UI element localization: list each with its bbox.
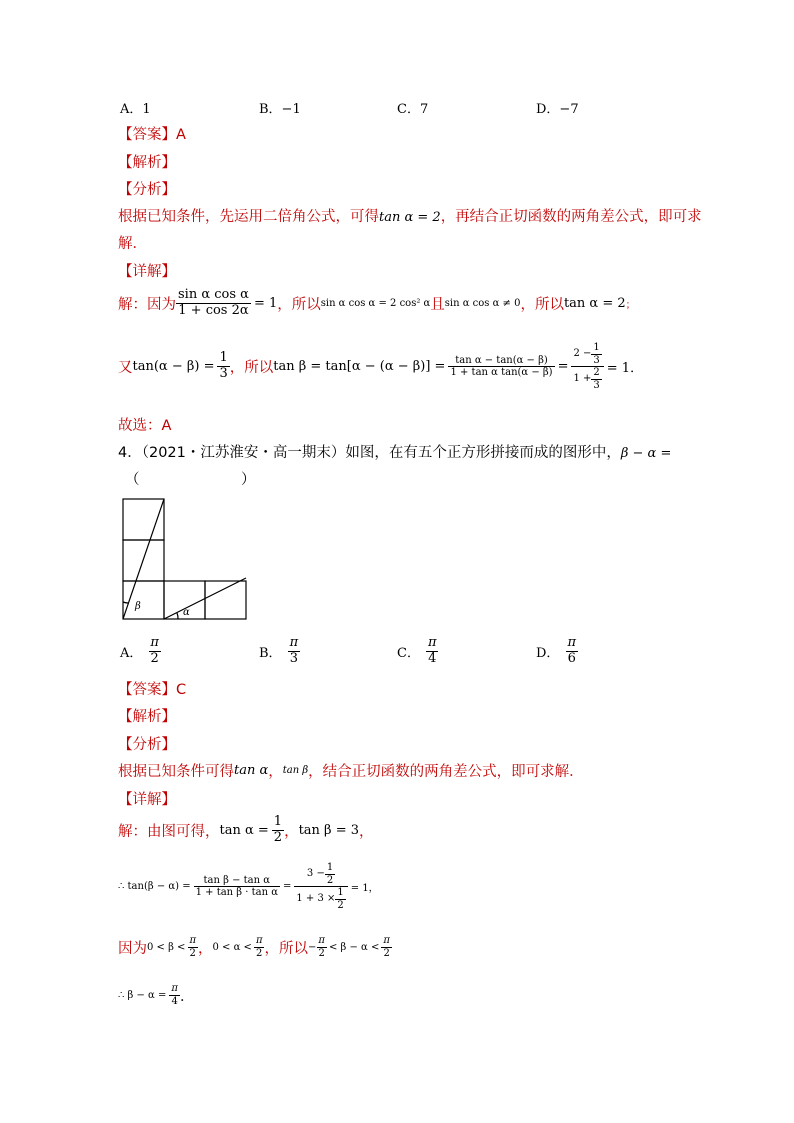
option-letter: B． [259, 645, 282, 661]
q3-choose [118, 414, 171, 435]
denominator: 2 [337, 899, 344, 911]
fraction [426, 636, 439, 667]
numerator: 1 [337, 887, 344, 898]
q4-answer [118, 678, 186, 699]
text: ， [359, 823, 374, 840]
text: ， [284, 823, 299, 840]
text: ，所以 [264, 940, 309, 957]
q4-solution-line2 [118, 862, 379, 911]
label-alpha: α [183, 607, 190, 618]
q4-solution-line3 [118, 935, 392, 959]
square-right-2 [205, 581, 246, 619]
square-top [123, 499, 164, 540]
text: 故选： [118, 418, 162, 434]
compound-fraction [571, 342, 603, 391]
fraction [272, 815, 284, 846]
math: 3 − [306, 868, 325, 880]
text: ，所以 [520, 296, 564, 313]
fraction [381, 935, 392, 959]
denominator: 3 [219, 366, 228, 381]
numerator: 2 [593, 367, 600, 378]
numerator: π [150, 635, 159, 650]
denominator: 3 [593, 379, 600, 391]
math: tan α = 2 [563, 295, 626, 311]
text: 解：由图可得， [118, 823, 220, 840]
denominator: 1 + tan α tan(α − β) [450, 367, 553, 378]
arc-alpha [177, 613, 178, 619]
q3-jiexi-tag: 【解析】 [118, 155, 176, 171]
q4-fenxi-line [118, 760, 584, 781]
option-letter: C． [397, 645, 420, 661]
math: 2 − [573, 348, 592, 360]
numerator: π [567, 635, 576, 650]
fraction [591, 342, 601, 366]
text: ； [625, 299, 636, 311]
fraction [591, 367, 601, 391]
text: ，再结合正切函数的两角差公式，即可求 [440, 209, 702, 225]
math: = 1， [350, 883, 379, 894]
math: 0 < β < [147, 941, 186, 953]
label-beta: β [135, 601, 141, 612]
numerator: π [383, 935, 390, 946]
denominator [294, 886, 347, 911]
answer-tag: 【答案】 [118, 127, 176, 143]
q4-solution-line4 [118, 983, 194, 1007]
text: ，所以 [229, 360, 274, 376]
denominator: 2 [318, 947, 325, 959]
fraction [325, 862, 335, 886]
math: tan(α − β) = [132, 359, 215, 374]
text: 又 [118, 360, 133, 376]
denominator [571, 366, 603, 391]
denominator: 4 [171, 995, 178, 1007]
q4-stem [118, 441, 671, 462]
q3-option-b: B．−1 [259, 102, 301, 117]
denominator: 1 + cos 2α [178, 302, 249, 318]
arc-beta [123, 602, 129, 603]
text: ，所以 [277, 296, 321, 313]
fraction [448, 355, 554, 379]
denominator: 2 [150, 650, 159, 666]
answer-tag: 【答案】 [118, 682, 176, 698]
fraction [194, 875, 280, 899]
q4-option-d [536, 636, 578, 667]
math: tan β [282, 765, 309, 776]
math: 0 < α < [212, 941, 252, 953]
text: ，结合正切函数的两角差公式，即可求解． [308, 764, 584, 780]
choose-value: A [161, 418, 172, 434]
q4-solution-line1 [118, 815, 374, 846]
text: 根据已知条件，先运用二倍角公式，可得 [118, 209, 379, 225]
math: − [308, 941, 317, 953]
denominator: 3 [593, 354, 600, 366]
denominator: 2 [256, 947, 263, 959]
answer-value: A [176, 127, 186, 143]
math: < β − α < [328, 941, 380, 953]
q3-answer [118, 123, 186, 144]
numerator: tan β − tan α [203, 874, 271, 886]
q3-option-d: D．−7 [536, 102, 579, 117]
numerator: 1 [593, 342, 600, 353]
numerator: sin α cos α [178, 287, 249, 302]
q3-xiangjie-tag: 【详解】 [118, 264, 176, 280]
numerator: 1 [219, 350, 228, 366]
text: 解：因为 [118, 296, 176, 313]
math: β − α = [620, 446, 672, 461]
text: ， [268, 764, 283, 780]
fraction [187, 935, 198, 959]
math: = 1 [253, 295, 278, 311]
math: tan α = 2 [379, 210, 441, 225]
fraction [148, 636, 161, 667]
q3-solution-line2 [118, 342, 643, 391]
q3-option-c: C．7 [397, 102, 429, 117]
text: ， [198, 940, 213, 957]
q3-fenxi-line2: 解． [118, 236, 147, 252]
math: sin α cos α ≠ 0 [444, 297, 521, 309]
answer-value: C [176, 682, 187, 698]
math: = 1． [606, 361, 644, 376]
math: tan β = tan[α − (α − β)] = [273, 359, 446, 374]
numerator: π [255, 935, 263, 946]
numerator: π [289, 635, 299, 650]
math: ∴ tan(β − α) = [118, 881, 191, 892]
option-letter: A． [120, 645, 143, 661]
numerator: π [189, 935, 197, 946]
denominator: 2 [273, 829, 283, 845]
fraction [176, 288, 251, 319]
q4-option-a [120, 636, 161, 667]
numerator: π [318, 935, 325, 946]
denominator: 4 [428, 650, 437, 666]
q4-option-c [397, 636, 439, 667]
math: tan α = [219, 822, 269, 838]
q3-fenxi-line1 [118, 205, 702, 226]
text: 4．（2021・江苏淮安・高一期末）如图，在有五个正方形拼接而成的图形中， [118, 445, 621, 461]
diagonal-beta [123, 499, 164, 619]
numerator: π [171, 983, 178, 994]
denominator: 6 [567, 650, 576, 666]
math: 1 + 3 × [296, 893, 336, 905]
math: sin α cos α = 2 cos² α [320, 297, 431, 309]
math: 1 + [573, 373, 592, 385]
numerator [305, 862, 337, 886]
denominator: 2 [189, 947, 196, 959]
q4-figure [118, 494, 250, 622]
q4-xiangjie-tag: 【详解】 [118, 792, 176, 808]
numerator: tan α − tan(α − β) [455, 354, 548, 366]
math: = [557, 359, 569, 374]
q3-option-a: A．1 [120, 102, 151, 117]
option-letter: D． [536, 645, 560, 661]
denominator: 2 [326, 874, 334, 886]
text: 根据已知条件可得 [118, 764, 234, 780]
q3-solution-line1 [118, 288, 636, 319]
compound-fraction [294, 862, 347, 911]
fraction [288, 636, 301, 667]
q4-jiexi-tag: 【解析】 [118, 709, 176, 725]
text: 因为 [118, 940, 147, 957]
denominator: 1 + tan β · tan α [195, 887, 278, 898]
text: 且 [430, 296, 445, 313]
math: ∴ β − α = [118, 989, 167, 1001]
q4-stem-paren: （ ） [125, 472, 256, 488]
text: ． [179, 988, 195, 1005]
numerator [571, 342, 603, 366]
fraction [217, 351, 229, 382]
q3-fenxi-tag: 【分析】 [118, 182, 176, 198]
math: tan β = 3 [298, 822, 360, 838]
fraction [316, 935, 327, 959]
numerator: π [427, 635, 437, 650]
fraction [254, 935, 265, 959]
q4-option-b [259, 636, 300, 667]
denominator: 2 [383, 947, 390, 959]
math: = [282, 881, 292, 892]
fraction [565, 636, 578, 667]
fraction [169, 983, 180, 1007]
numerator: 1 [273, 814, 283, 829]
fraction [335, 887, 345, 911]
math: tan α [234, 763, 269, 778]
numerator: 1 [326, 862, 334, 873]
q4-fenxi-tag: 【分析】 [118, 737, 176, 753]
denominator: 3 [289, 650, 298, 666]
